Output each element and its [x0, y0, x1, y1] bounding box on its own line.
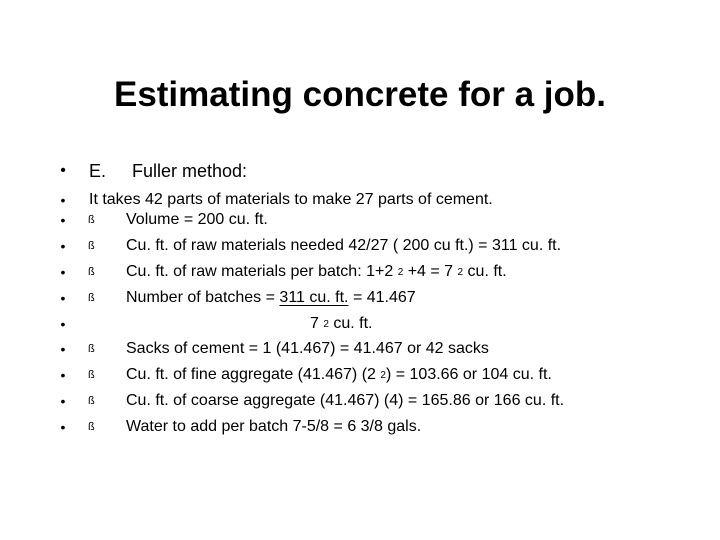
denominator-part-a: 7 [310, 315, 319, 332]
sub-bullet-icon: ß [88, 343, 95, 355]
half-symbol: 2 [457, 267, 464, 278]
heading-text: Fuller method: [132, 161, 248, 181]
bullet-icon: • [60, 192, 66, 208]
water-text: Water to add per batch 7-5/8 = 6 3/8 gals. [126, 418, 422, 435]
slide-title: Estimating concrete for a job. [113, 75, 607, 114]
bullet-icon: • [60, 264, 66, 280]
bullet-icon: • [60, 419, 66, 435]
sub-bullet-icon: ß [88, 369, 95, 381]
volume-text: Volume = 200 cu. ft. [126, 211, 268, 228]
coarse-aggregate-text: Cu. ft. of coarse aggregate (41.467) (4) = 165.86 or 166 cu. ft. [126, 392, 565, 409]
fine-part-b: ) = 103.66 or 104 cu. ft. [385, 366, 552, 383]
list-item-coarse-aggregate [0, 390, 720, 416]
list-item-volume [0, 209, 720, 235]
sub-bullet-icon: ß [88, 266, 95, 278]
list-item-fine-aggregate [0, 364, 720, 390]
bullet-icon: • [60, 162, 66, 179]
bullet-icon: • [60, 316, 66, 332]
heading-row [0, 160, 720, 186]
half-symbol: 2 [323, 319, 329, 330]
sub-bullet-icon: ß [88, 395, 95, 407]
bullet-icon: • [60, 290, 66, 306]
denominator-text [310, 313, 373, 336]
per-batch-text [126, 261, 507, 284]
denominator-part-b: cu. ft. [333, 315, 373, 332]
list-item-water [0, 416, 720, 442]
fine-aggregate-text [126, 364, 552, 387]
raw-needed-text: Cu. ft. of raw materials needed 42/27 ( 200 cu ft.) = 311 cu. ft. [126, 237, 562, 254]
bullet-icon: • [60, 341, 66, 357]
per-batch-part-b: +4 = 7 [407, 263, 454, 280]
batches-text [126, 287, 416, 309]
list-item-per-batch [0, 261, 720, 287]
intro-text: It takes 42 parts of materials to make 27 parts of cement. [89, 191, 493, 208]
batches-part-a: Number of batches = [126, 289, 275, 306]
half-symbol: 2 [397, 267, 404, 278]
per-batch-part-a: Cu. ft. of raw materials per batch: 1+2 [126, 263, 394, 280]
cement-text: Sacks of cement = 1 (41.467) = 41.467 or 42 sacks [126, 340, 489, 357]
sub-bullet-icon: ß [88, 240, 95, 252]
heading [89, 160, 247, 182]
list-item-cement [0, 338, 720, 364]
bullet-icon: • [60, 238, 66, 254]
batches-numerator: 311 cu. ft. [279, 289, 349, 306]
list-item-denominator [0, 313, 720, 339]
list-item-raw-needed [0, 235, 720, 261]
sub-bullet-icon: ß [88, 292, 95, 304]
sub-bullet-icon: ß [88, 421, 95, 433]
bullet-icon: • [60, 393, 66, 409]
fine-part-a: Cu. ft. of fine aggregate (41.467) (2 [126, 366, 376, 383]
heading-letter: E. [89, 161, 107, 181]
sub-bullet-icon: ß [88, 214, 95, 226]
batches-part-b: = 41.467 [352, 289, 416, 306]
per-batch-part-c: cu. ft. [467, 263, 507, 280]
list-item-batches [0, 287, 720, 313]
bullet-icon: • [60, 367, 66, 383]
half-symbol: 2 [380, 370, 386, 381]
bullet-icon: • [60, 212, 66, 228]
